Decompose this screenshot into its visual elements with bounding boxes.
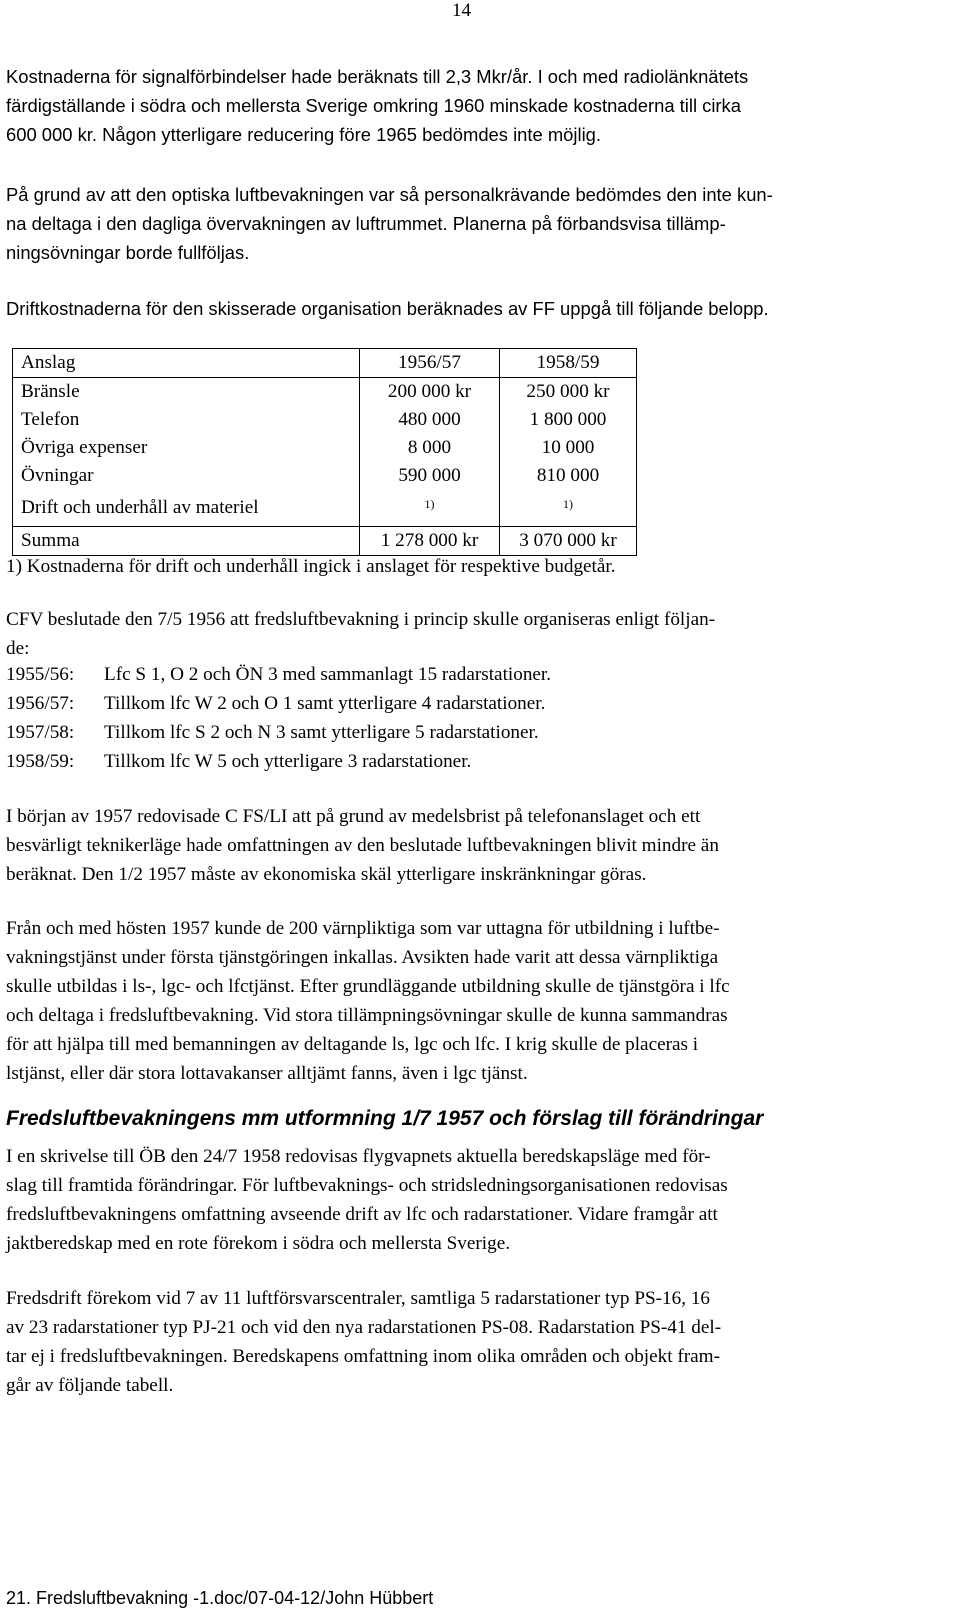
text-line: går av följande tabell. [6,1375,174,1396]
text-line: ningsövningar borde fullföljas. [6,242,250,263]
text-line: na deltaga i den dagliga övervakningen av luftrummet. Planerna på förbandsvisa tillämp- [6,213,726,234]
text-line: fredsluftbevakningens omfattning avseende drift av lfc och radarstationer. Vidare framgår att [6,1204,718,1225]
table-cell: 10 000 [500,434,637,462]
table-header-cell: 1956/57 [360,349,500,378]
table-cell: 250 000 kr [500,378,637,407]
footnote-marker: 1) [563,497,573,511]
text-line: Fredsdrift förekom vid 7 av 11 luftförsvarscentraler, samtliga 5 radarstationer typ PS-16, 16 [6,1288,711,1309]
list-item [6,689,551,718]
table-row [13,434,637,462]
table-row [13,490,637,527]
table-cell: Övningar [13,462,360,490]
table-cell [360,490,500,527]
table-cell: 590 000 [398,465,461,486]
table-cell [500,490,637,527]
page-footer: 21. Fredsluftbevakning -1.doc/07-04-12/John Hübbert [6,1588,434,1608]
paragraph-budget-cuts [6,802,719,889]
text-line: CFV beslutade den 7/5 1956 att fredsluftbevakning i princip skulle organiseras enligt följan- [6,609,716,630]
paragraph-peacetime-operation [6,1284,721,1400]
table-header-cell: Anslag [13,349,360,378]
text-line: slag till framtida förändringar. För luftbevaknings- och stridsledningsorganisationen redovisas [6,1175,728,1196]
text-line: skulle utbildas i ls-, lgc- och lfctjänst. Efter grundläggande utbildning skulle de tjänstgöra i lfc [6,976,730,997]
list-item [6,718,551,747]
page-number: 14 [452,0,471,21]
schedule-year: 1958/59: [6,751,75,772]
text-line: de: [6,638,30,659]
paragraph-cfv-decision [6,605,715,663]
table-cell: Bränsle [13,378,360,407]
schedule-text: Tillkom lfc S 2 och N 3 samt ytterligare 5 radarstationer. [104,722,539,743]
text-line: På grund av att den optiska luftbevakningen var så personalkrävande bedömdes den inte kun- [6,184,773,205]
table-footnote: 1) Kostnaderna för drift och underhåll ingick i anslaget för respektive budgetår. [6,556,616,577]
text-line: I början av 1957 redovisade C FS/LI att på grund av medelsbrist på telefonanslaget och ett [6,806,701,827]
paragraph-conscripts [6,914,730,1088]
text-line: för att hjälpa till med bemanningen av deltagande ls, lgc och lfc. I krig skulle de placeras i [6,1034,699,1055]
table-cell: 200 000 kr [360,378,500,407]
text-line: Driftkostnaderna för den skisserade organisation beräknades av FF uppgå till följande belopp. [6,298,769,319]
table-cell: 8 000 [407,437,452,458]
text-line: jaktberedskap med en rote förekom i södra och mellersta Sverige. [6,1233,511,1254]
schedule-year: 1955/56: [6,664,75,685]
footnote-marker: 1) [424,497,435,511]
text-line: 600 000 kr. Någon ytterligare reducering före 1965 bedömdes inte möjlig. [6,124,601,145]
table-cell: 810 000 [500,462,637,490]
table-header-row [13,349,637,378]
budget-table [12,348,637,556]
text-line: Från och med hösten 1957 kunde de 200 värnpliktiga som var uttagna för utbildning i luftbe- [6,918,720,939]
table-row [13,462,637,490]
schedule-text: Tillkom lfc W 5 och ytterligare 3 radarstationer. [104,751,472,772]
text-line: tar ej i fredsluftbevakningen. Beredskapens omfattning inom olika områden och objekt fram- [6,1346,720,1367]
text-line: Kostnaderna för signalförbindelser hade beräknats till 2,3 Mkr/år. I och med radiolänknätets [6,66,749,87]
list-item [6,660,551,689]
schedule-text: Tillkom lfc W 2 och O 1 samt ytterligare 4 radarstationer. [104,693,546,714]
table-row [13,378,637,407]
table-cell: 3 070 000 kr [500,527,637,556]
table-header-cell: 1958/59 [500,349,637,378]
organisation-schedule [6,660,551,776]
paragraph-optical-surveillance [6,180,773,267]
table-cell: Telefon [13,406,360,434]
table-cell: 1 800 000 [500,406,637,434]
text-line: av 23 radarstationer typ PJ-21 och vid den nya radarstationen PS-08. Radarstation PS-41 del- [6,1317,722,1338]
schedule-year: 1957/58: [6,722,75,743]
text-line: vakningstjänst under första tjänstgöringen inkallas. Avsikten hade varit att dessa värnpliktiga [6,947,719,968]
paragraph-operating-costs [6,294,769,323]
schedule-year: 1956/57: [6,693,75,714]
table-cell: 1 278 000 kr [360,527,500,556]
list-item [6,747,551,776]
text-line: beräknat. Den 1/2 1957 måste av ekonomiska skäl ytterligare inskränkningar göras. [6,864,647,885]
table-cell: 480 000 [398,409,461,430]
table-cell: Summa [13,527,360,556]
paragraph-signal-costs [6,62,748,149]
text-line: besvärligt teknikerläge hade omfattningen av den beslutade luftbevakningen blivit mindre än [6,835,719,856]
paragraph-ob-letter [6,1142,728,1258]
table-row [13,406,637,434]
section-heading: Fredsluftbevakningens mm utformning 1/7 1957 och förslag till förändringar [6,1107,764,1130]
table-cell: Drift och underhåll av materiel [13,490,360,527]
text-line: lstjänst, eller där stora lottavakanser alltjämt fanns, även i lgc tjänst. [6,1063,528,1084]
text-line: och deltaga i fredsluftbevakning. Vid stora tillämpningsövningar skulle de kunna sammandras [6,1005,728,1026]
text-line: färdigställande i södra och mellersta Sverige omkring 1960 minskade kostnaderna till cirka [6,95,741,116]
table-cell: Övriga expenser [13,434,360,462]
text-line: I en skrivelse till ÖB den 24/7 1958 redovisas flygvapnets aktuella beredskapsläge med för- [6,1146,711,1167]
schedule-text: Lfc S 1, O 2 och ÖN 3 med sammanlagt 15 radarstationer. [104,664,552,685]
